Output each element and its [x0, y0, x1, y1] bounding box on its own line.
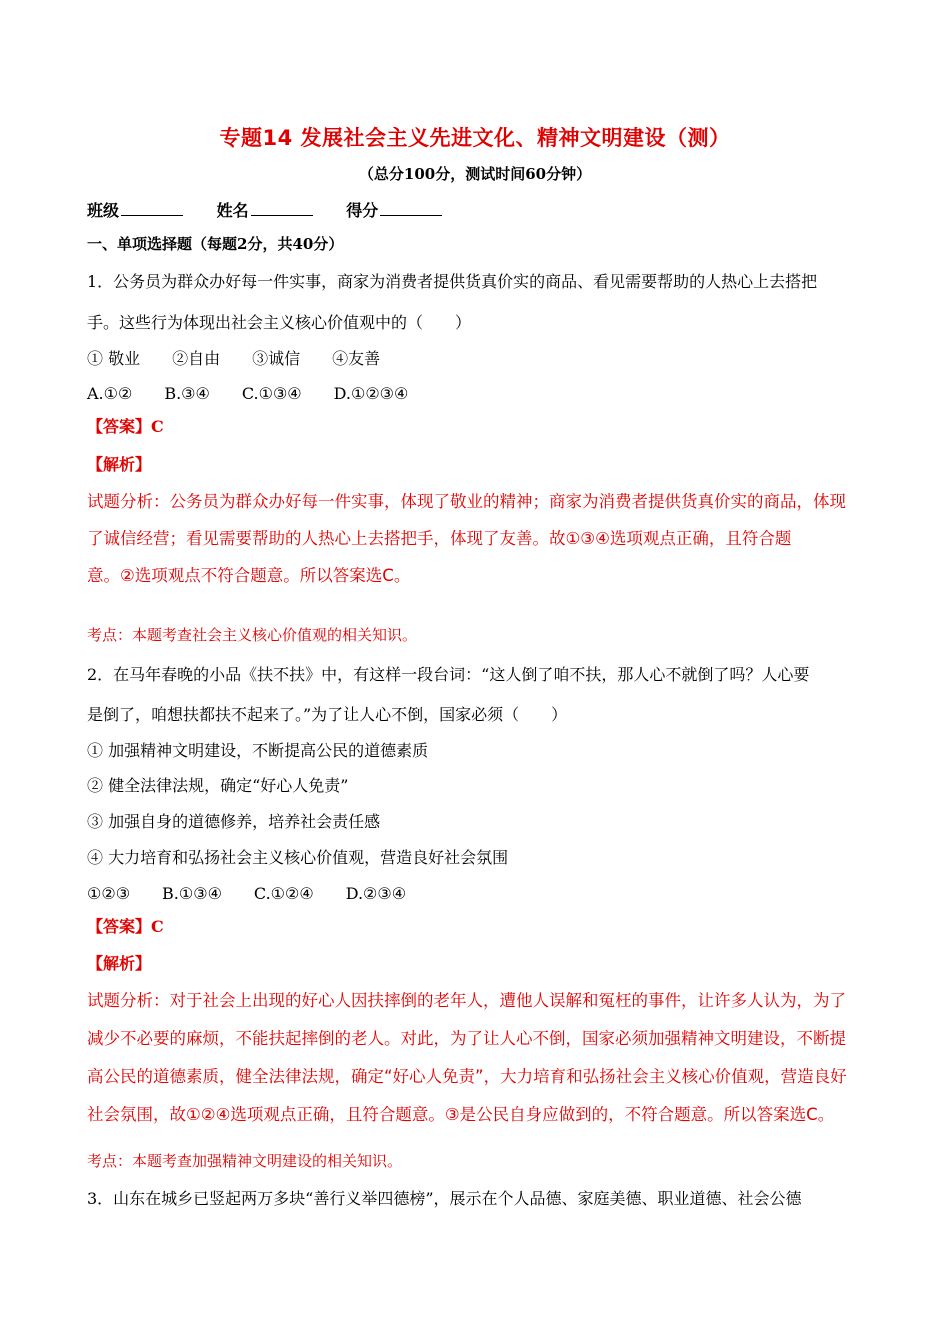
q2-analysis-label: 【解析】 — [87, 954, 152, 973]
q2-kaodian: 考点：本题考查加强精神文明建设的相关知识。 — [87, 1152, 403, 1170]
q2-answer: 【答案】C — [87, 917, 164, 936]
q1-stem-line2: 手。这些行为体现出社会主义核心价值观中的（ ） — [87, 313, 472, 332]
score-field — [346, 198, 442, 221]
q1-analysis-line3: 意。②选项观点不符合题意。所以答案选C。 — [87, 566, 411, 585]
name-blank — [251, 201, 313, 216]
q1-kaodian: 考点：本题考查社会主义核心价值观的相关知识。 — [87, 626, 418, 644]
class-blank — [121, 201, 183, 216]
q2-analysis-line4: 社会氛围，故①②④选项观点正确，且符合题意。③是公民自身应做到的，不符合题意。所以答案选C。 — [87, 1105, 835, 1124]
q2-choices: ①②③ B.①③④ C.①②④ D.②③④ — [87, 884, 407, 903]
q2-stem-line2: 是倒了，咱想扶都扶不起来了。”为了让人心不倒，国家必须（ ） — [87, 705, 568, 724]
q1-analysis-label: 【解析】 — [87, 455, 152, 474]
section-heading: 一、单项选择题（每题2分，共40分） — [87, 235, 344, 253]
q2-item1: ① 加强精神文明建设，不断提高公民的道德素质 — [87, 741, 429, 760]
name-label: 姓名 — [216, 201, 249, 220]
q2-analysis-line3: 高公民的道德素质，健全法律法规，确定“好心人免责”，大力培育和弘扬社会主义核心价值观，营造良好 — [87, 1067, 847, 1086]
q3-stem-line1: 3．山东在城乡已竖起两万多块“善行义举四德榜”，展示在个人品德、家庭美德、职业道德、社会公德 — [87, 1189, 802, 1208]
class-label: 班级 — [87, 201, 120, 220]
score-blank — [380, 201, 442, 216]
q2-stem-line1: 2．在马年春晚的小品《扶不扶》中，有这样一段台词：“这人倒了咱不扶，那人心不就倒了吗？人心要 — [87, 665, 810, 684]
q1-items: ① 敬业 ②自由 ③诚信 ④友善 — [87, 349, 381, 368]
q2-item2: ② 健全法律法规，确定“好心人免责” — [87, 776, 349, 795]
name-field — [217, 198, 313, 221]
q2-item3: ③ 加强自身的道德修养，培养社会责任感 — [87, 812, 381, 831]
score-label: 得分 — [346, 201, 379, 220]
page-subtitle: （总分100分，测试时间60分钟） — [358, 165, 592, 183]
q1-answer: 【答案】C — [87, 417, 164, 436]
q2-analysis-line1: 试题分析：对于社会上出现的好心人因扶摔倒的老年人，遭他人误解和冤枉的事件，让许多人认为，为了 — [87, 991, 846, 1010]
q1-analysis-line2: 了诚信经营；看见需要帮助的人热心上去搭把手，体现了友善。故①③④选项观点正确，且符合题 — [87, 529, 792, 548]
page-title: 专题14 发展社会主义先进文化、精神文明建设（测） — [219, 126, 731, 150]
q1-analysis-line1: 试题分析：公务员为群众办好每一件实事，体现了敬业的精神；商家为消费者提供货真价实的商品，体现 — [87, 492, 846, 511]
q2-analysis-line2: 减少不必要的麻烦，不能扶起摔倒的老人。对此，为了让人心不倒，国家必须加强精神文明建设，不断提 — [87, 1029, 846, 1048]
q2-item4: ④ 大力培育和弘扬社会主义核心价值观，营造良好社会氛围 — [87, 848, 509, 867]
student-info-row — [87, 198, 470, 221]
q1-stem-line1: 1．公务员为群众办好每一件实事，商家为消费者提供货真价实的商品、看见需要帮助的人热心上去搭把 — [87, 272, 818, 291]
class-field — [87, 198, 183, 221]
q1-choices: A.①② B.③④ C.①③④ D.①②③④ — [87, 384, 409, 403]
